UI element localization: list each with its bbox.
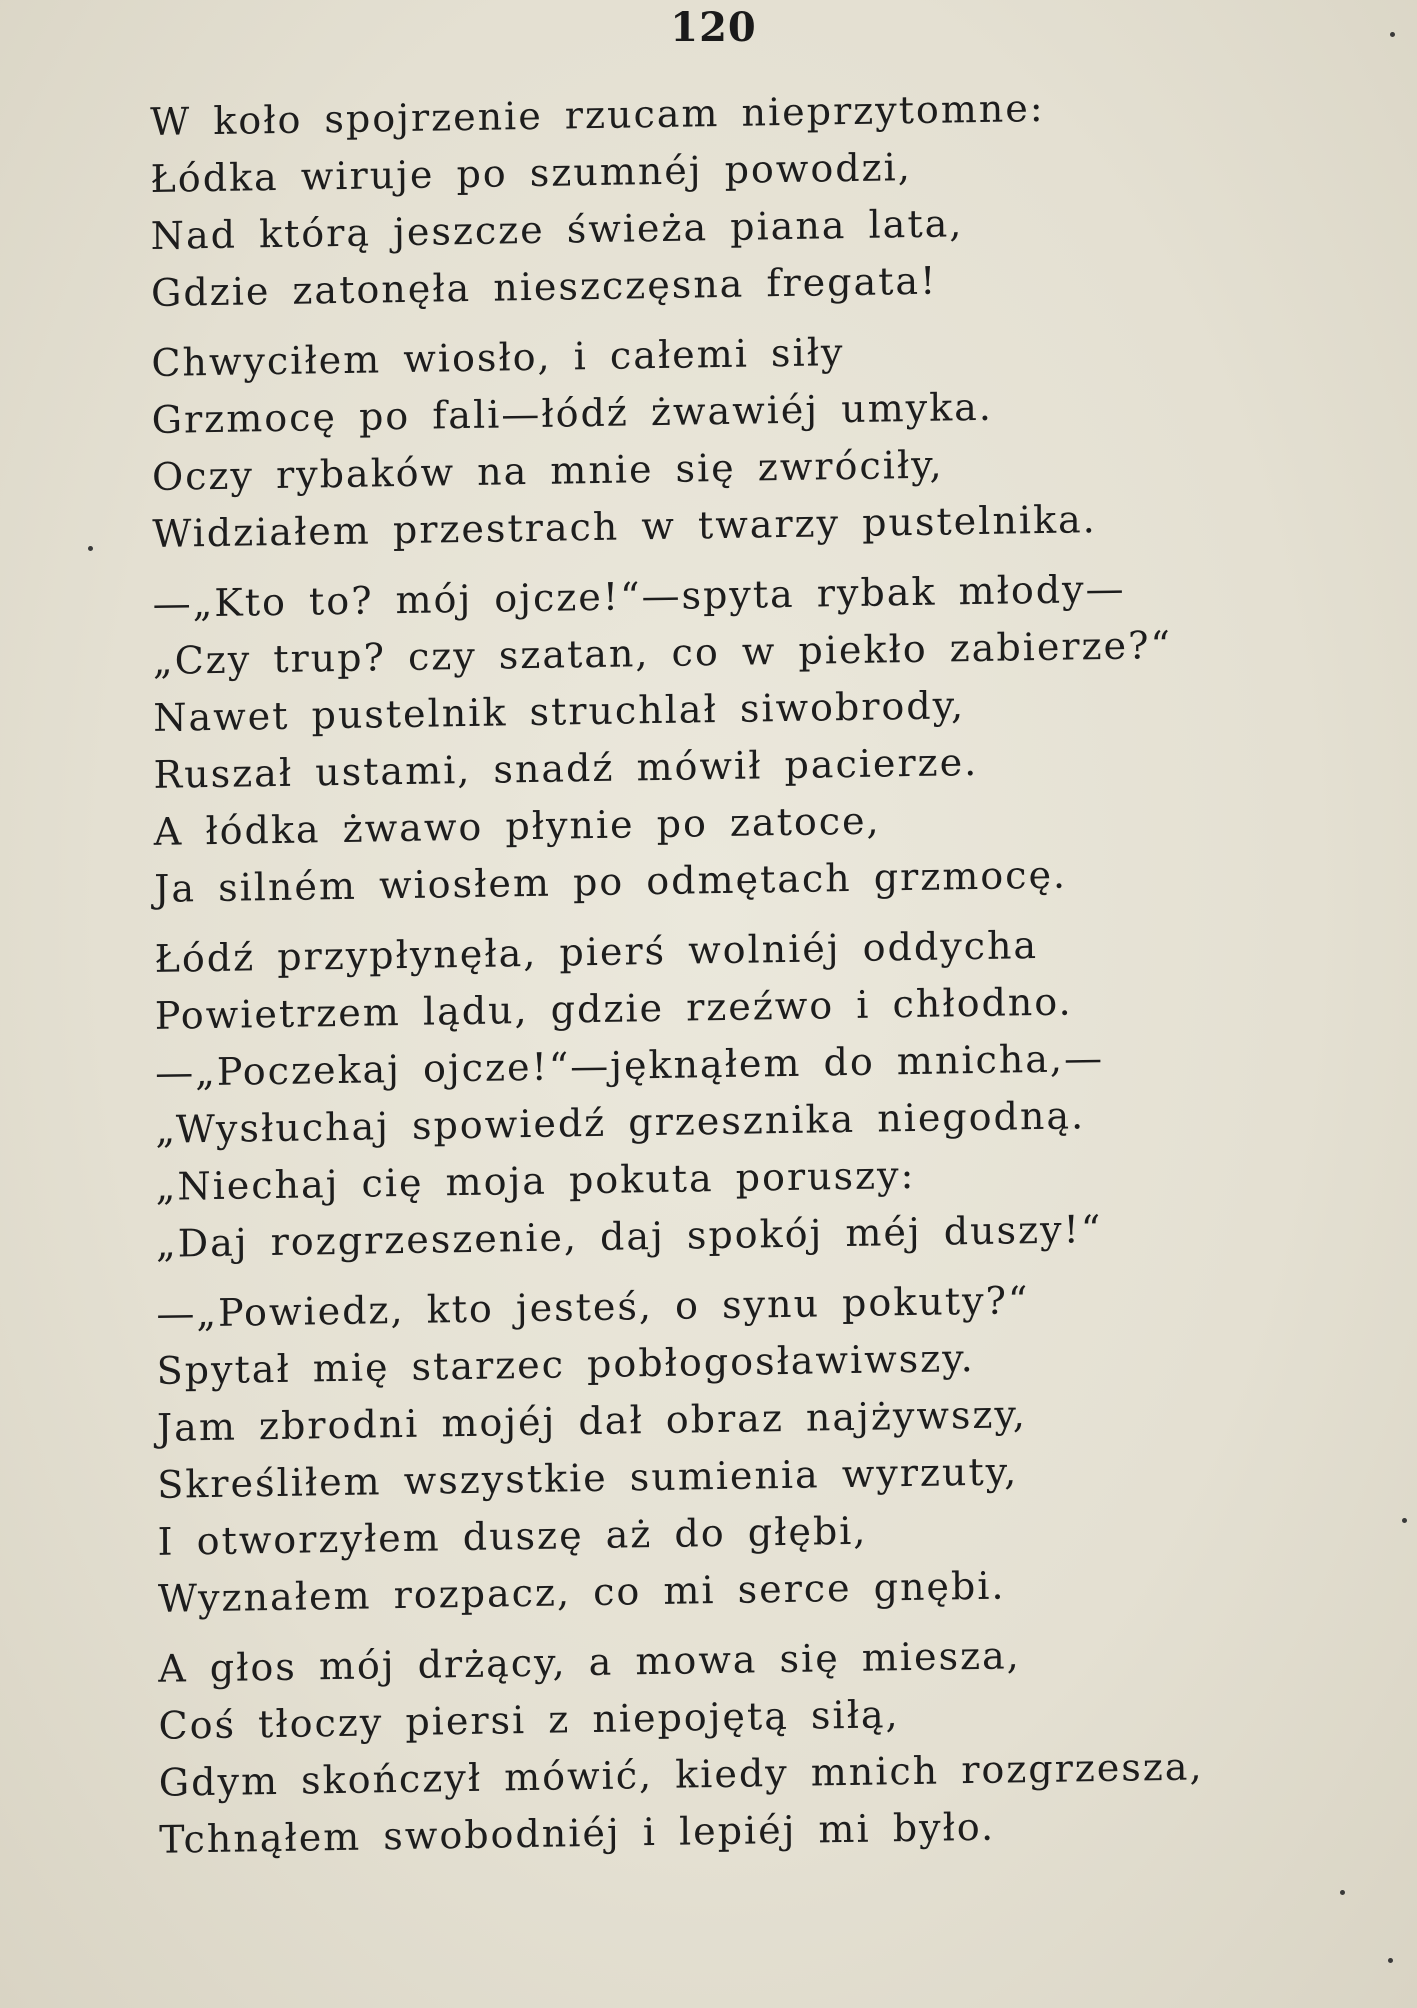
poem-line: Tchnąłem swobodniéj i lepiéj mi było. bbox=[159, 1804, 996, 1862]
paper-speck bbox=[1402, 1518, 1407, 1523]
stanza-3 bbox=[153, 557, 1355, 918]
poem-line: Gdzie zatonęła nieszczęsna fregata! bbox=[150, 258, 938, 315]
paper-speck bbox=[1390, 32, 1395, 37]
paper-speck bbox=[1388, 1958, 1393, 1963]
poem-line: Łódka wiruje po szumnéj powodzi, bbox=[150, 145, 912, 201]
poem-line: —„Powiedz, kto jesteś, o synu pokuty?“ bbox=[156, 1278, 1030, 1336]
poem-line: Nawet pustelnik struchlał siwobrody, bbox=[153, 683, 966, 740]
poem-line: W koło spojrzenie rzucam nieprzytomne: bbox=[150, 85, 1045, 144]
poem-line: Powietrzem lądu, gdzie rzeźwo i chłodno. bbox=[154, 979, 1073, 1038]
poem-line: Grzmocę po fali—łódź żwawiéj umyka. bbox=[151, 384, 994, 442]
poem-line: Gdym skończył mówić, kiedy mnich rozgrzesza, bbox=[158, 1744, 1204, 1805]
poem-line: Ruszał ustami, snadź mówił pacierze. bbox=[153, 739, 979, 797]
poem-line: „Daj rozgrzeszenie, daj spokój méj duszy!“ bbox=[155, 1206, 1103, 1266]
paper-speck bbox=[1340, 1890, 1345, 1895]
poem-line: Łódź przypłynęła, pierś wolniéj oddycha bbox=[154, 923, 1039, 981]
poem-text bbox=[150, 75, 1359, 1882]
poem-line: Widziałem przestrach w twarzy pustelnika. bbox=[152, 497, 1097, 556]
poem-line: A łódka żwawo płynie po zatoce, bbox=[153, 798, 881, 854]
poem-line: Jam zbrodni mojéj dał obraz najżywszy, bbox=[156, 1392, 1028, 1450]
poem-line: „Niechaj cię moja pokuta poruszy: bbox=[155, 1152, 916, 1209]
stanza-6 bbox=[158, 1622, 1359, 1869]
stanza-5 bbox=[156, 1267, 1358, 1628]
poem-line: „Wysłuchaj spowiedź grzesznika niegodną. bbox=[155, 1093, 1086, 1152]
page-number: 120 bbox=[670, 4, 757, 51]
poem-line: Ja silném wiosłem po odmętach grzmocę. bbox=[154, 852, 1068, 911]
stanza-2 bbox=[151, 316, 1352, 563]
poem-line: Coś tłoczy piersi z niepojętą siłą, bbox=[158, 1692, 900, 1748]
poem-line: I otworzyłem duszę aż do głębi, bbox=[157, 1508, 868, 1564]
poem-line: Spytał mię starzec pobłogosławiwszy. bbox=[156, 1335, 975, 1393]
paper-speck bbox=[88, 546, 93, 551]
poem-line: Skreśliłem wszystkie sumienia wyrzuty, bbox=[157, 1449, 1019, 1507]
poem-line: Nad którą jeszcze świeża piana lata, bbox=[150, 201, 964, 258]
poem-line: A głos mój drżący, a mowa się miesza, bbox=[158, 1633, 1021, 1691]
poem-line: Wyznałem rozpacz, co mi serce gnębi. bbox=[157, 1563, 1006, 1621]
stanza-1 bbox=[150, 75, 1351, 322]
poem-line: —„Poczekaj ojcze!“—jęknąłem do mnicha,— bbox=[155, 1035, 1105, 1095]
poem-line: Oczy rybaków na mnie się zwróciły, bbox=[151, 442, 944, 499]
stanza-4 bbox=[154, 912, 1356, 1273]
poem-line: —„Kto to? mój ojcze!“—spyta rybak młody— bbox=[152, 566, 1126, 626]
poem-line: „Czy trup? czy szatan, co w piekło zabierze?“ bbox=[152, 622, 1172, 683]
poem-line: Chwyciłem wiosło, i całemi siły bbox=[151, 330, 845, 385]
